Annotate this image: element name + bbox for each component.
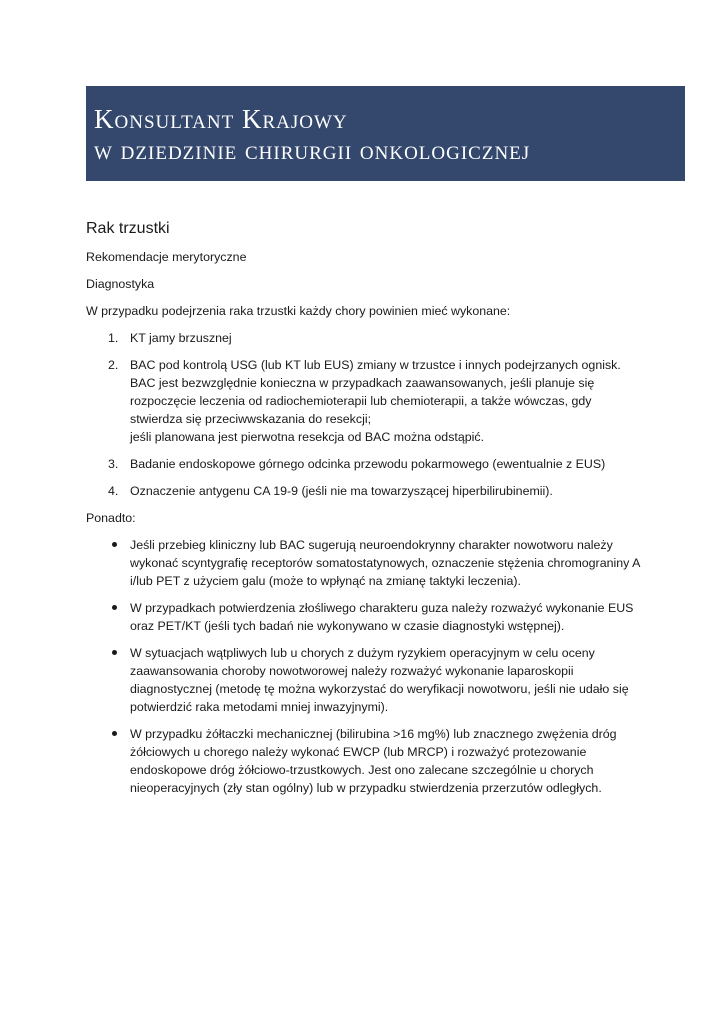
ponadto-heading: Ponadto: [86,511,136,525]
document-title: Rak trzustki [86,220,170,237]
list-item [86,482,646,500]
list-item-text: Badanie endoskopowe górnego odcinka przewodu pokarmowego (ewentualnie z EUS) [130,457,606,471]
banner-title-line-1: Konsultant Krajowy [94,104,348,134]
list-item-text: Jeśli przebieg kliniczny lub BAC sugerują neuroendokrynny charakter nowotworu należy wykonać scyntygrafię receptorów somatostatynowych, oznaczenie stężenia chromograniny A i/lub PET z użyciem galu (może to wpłynąć na zmianę taktyki leczenia). [130,538,640,588]
list-item-text: jeśli planowana jest pierwotna resekcja od BAC można odstąpić. [130,430,485,444]
list-item-text: W przypadkach potwierdzenia złośliwego charakteru guza należy rozważyć wykonanie EUS oraz PET/KT (jeśli tych badań nie wykonywano w czasie diagnostyki wstępnej). [130,601,634,633]
bullet-icon [112,731,117,736]
list-number: 2. [108,358,119,372]
list-item-text: KT jamy brzusznej [130,331,232,345]
bullet-icon [112,605,117,610]
list-item [86,329,646,347]
list-number: 4. [108,484,119,498]
list-item [86,455,646,473]
bullet-icon [112,650,117,655]
list-item-text: Oznaczenie antygenu CA 19-9 (jeśli nie ma towarzyszącej hiperbilirubinemii). [130,484,553,498]
list-item-text: BAC pod kontrolą USG (lub KT lub EUS) zmiany w trzustce i innych podejrzanych ognisk. [130,358,621,372]
section-heading: Diagnostyka [86,277,155,291]
bullet-icon [112,542,117,547]
diagnostics-numbered-list [86,329,646,500]
list-item [86,356,646,446]
document-subtitle: Rekomendacje merytoryczne [86,250,247,264]
additional-bullet-list [86,536,646,797]
list-item-text: W sytuacjach wątpliwych lub u chorych z dużym ryzykiem operacyjnym w celu oceny zaawansowania choroby nowotworowej należy rozważyć wykonanie laparoskopii diagnostycznej (metodę tę można wykorzystać do weryfikacji nowotworu, jeśli nie udało się potwierdzić raka metodami mniej inwazyjnymi). [130,646,629,714]
list-item [86,599,646,635]
list-item [86,536,646,590]
banner-title-line-2: w dziedzinie chirurgii onkologicznej [94,135,531,165]
list-item-text: BAC jest bezwzględnie konieczna w przypadkach zaawansowanych, jeśli planuje się rozpoczęcie leczenia od radiochemioterapii lub chemioterapii, a także wówczas, gdy stwierdza się przeciwwskazania do resekcji; [130,376,595,426]
header-banner [86,86,685,181]
list-number: 3. [108,457,119,471]
list-item-text: W przypadku żółtaczki mechanicznej (bilirubina >16 mg%) lub znacznego zwężenia dróg żółciowych u chorego należy wykonać EWCP (lub MRCP) i rozważyć protezowanie endoskopowe dróg żółciowo-trzustkowych. Jest ono zalecane szczególnie u chorych nieoperacyjnych (zły stan ogólny) lub w przypadku stwierdzenia przerzutów odległych. [130,727,617,795]
list-item [86,644,646,716]
intro-paragraph: W przypadku podejrzenia raka trzustki każdy chory powinien mieć wykonane: [86,304,511,318]
document-body [86,218,646,806]
list-item [86,725,646,797]
list-number: 1. [108,331,119,345]
